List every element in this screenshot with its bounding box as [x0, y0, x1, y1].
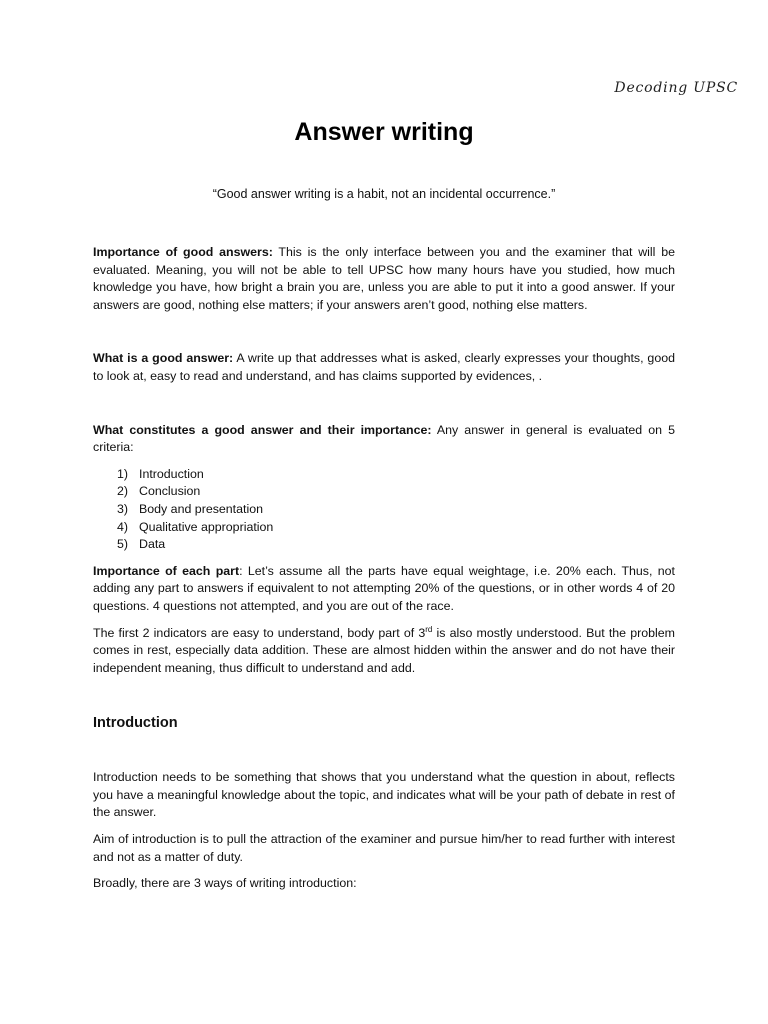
each-part-label: Importance of each part [93, 563, 240, 578]
list-number: 3) [117, 501, 129, 516]
paragraph-indicators [93, 625, 675, 678]
list-number: 5) [117, 537, 129, 552]
list-label: Introduction [139, 466, 204, 481]
list-number: 2) [117, 484, 129, 499]
list-number: 4) [117, 519, 129, 534]
paragraph-importance [93, 244, 675, 314]
document-body [93, 244, 675, 893]
list-label: Qualitative appropriation [139, 519, 274, 534]
list-label: Conclusion [139, 484, 201, 499]
opening-quote: “Good answer writing is a habit, not an incidental occurrence.” [212, 187, 556, 201]
importance-text: This is the only interface between you and the examiner that will be evaluated. Meaning, you will not be able to tell UPSC how many hours have you studied, how much knowledge you have, how bright a brain you are, unless you are able to put it into a good answer. If your answers are good, nothing else matters; if your answers aren’t good, nothing else matters. [93, 245, 676, 312]
introduction-paragraph-2: Aim of introduction is to pull the attraction of the examiner and pursue him/her to read further with interest and not as a matter of duty. [93, 832, 675, 864]
introduction-heading: Introduction [93, 715, 178, 732]
each-part-text: : Let’s assume all the parts have equal weightage, i.e. 20% each. Thus, not adding any part to answers if equivalent to not attempting 20% of the questions, or in other words 4 of 20 questions. 4 questions not attempted, and you are out of the race. [93, 563, 675, 613]
good-answer-label: What is a good answer: [93, 351, 234, 366]
list-label: Body and presentation [139, 501, 263, 516]
list-item [93, 519, 675, 537]
list-item [93, 466, 675, 484]
criteria-list [93, 466, 675, 554]
paragraph-each-part [93, 563, 675, 616]
list-number: 1) [117, 466, 129, 481]
indicators-text-before: The first 2 indicators are easy to understand, body part of 3 [93, 625, 426, 640]
introduction-paragraph-3: Broadly, there are 3 ways of writing introduction: [93, 876, 357, 891]
header-brand: Decoding UPSC [614, 80, 738, 96]
ordinal-suffix: rd [425, 624, 433, 634]
list-item [93, 501, 675, 519]
page-title: Answer writing [294, 118, 474, 146]
introduction-paragraph-1: Introduction needs to be something that shows that you understand what the question in about, reflects you have a meaningful knowledge about the topic, and indicates what will be your path of debate in rest of the answer. [93, 770, 675, 820]
good-answer-text: A write up that addresses what is asked, clearly expresses your thoughts, good to look at, easy to read and understand, and has claims supported by evidences, . [93, 351, 675, 383]
constitutes-text: Any answer in general is evaluated on 5 criteria: [93, 422, 675, 455]
paragraph-constitutes [93, 422, 675, 457]
list-item [93, 536, 675, 554]
constitutes-label: What constitutes a good answer and their importance: [93, 422, 432, 437]
indicators-text-after: is also mostly understood. But the problem comes in rest, especially data addition. These are almost hidden within the answer and do not have their independent meaning, thus difficult to understand and add. [93, 625, 675, 675]
list-item [93, 483, 675, 501]
list-label: Data [139, 537, 166, 552]
importance-label: Importance of good answers: [93, 245, 273, 259]
paragraph-good-answer [93, 350, 675, 385]
